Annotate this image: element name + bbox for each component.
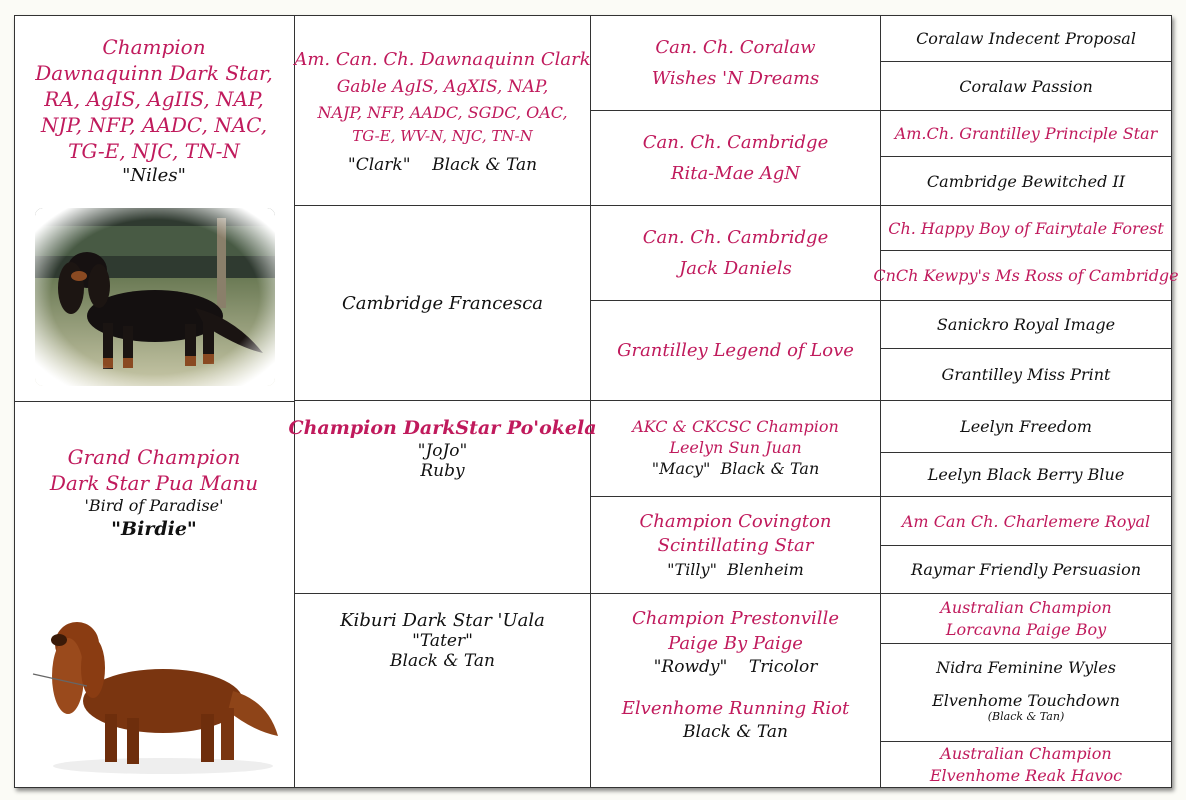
- pedigree-cell-kewpy: CnCh Kewpy's Ms Ross of Cambridge: [881, 251, 1171, 301]
- generation-2: [288, 16, 597, 787]
- ruby-cavalier-photo: [23, 596, 285, 776]
- pedigree-cell-passion: Coralaw Passion: [881, 62, 1171, 111]
- pedigree-cell-francesca: Cambridge Francesca: [295, 206, 590, 401]
- generation-1: [15, 16, 294, 787]
- pedigree-cell-pookela: Champion DarkStar Po'okela "JoJo" Ruby: [295, 401, 590, 594]
- riot-name: Elvenhome Running Riot: [621, 698, 850, 720]
- pedigree-cell-uala: Kiburi Dark Star 'Uala "Tater" Black & Tan: [340, 610, 545, 671]
- pedigree-cell-raymar: Raymar Friendly Persuasion: [881, 546, 1171, 594]
- pedigree-cell-coralaw: Can. Ch. Coralaw Wishes 'N Dreams: [591, 16, 880, 111]
- dam-call-name: "Birdie": [111, 517, 197, 540]
- pedigree-cell-happyboy: Ch. Happy Boy of Fairytale Forest: [881, 206, 1171, 251]
- pedigree-cell-legend: Grantilley Legend of Love: [591, 301, 880, 401]
- pedigree-cell-missprint: Grantilley Miss Print: [881, 349, 1171, 401]
- pedigree-cell-clark: Am. Can. Ch. Dawnaquinn Clark Gable AgIS, AgXIS, NAP, NAJP, NFP, AADC, SGDC, OAC, TG-E, WV-N, NJC, TN-N "Clark" Black & Tan: [295, 16, 590, 206]
- pedigree-cell-blackberry: Leelyn Black Berry Blue: [881, 453, 1171, 497]
- pedigree-cell-charlemere: Am Can Ch. Charlemere Royal: [881, 497, 1171, 546]
- generation-3: [591, 16, 880, 787]
- pedigree-cell-covington: Champion Covington Scintillating Star "Tilly" Blenheim: [591, 497, 880, 594]
- pedigree-cell-ritamae: Can. Ch. Cambridge Rita-Mae AgN: [591, 111, 880, 206]
- pedigree-cell-reak: Australian Champion Elvenhome Reak Havoc: [929, 743, 1123, 785]
- pedigree-cell-sanickro: Sanickro Royal Image: [881, 301, 1171, 349]
- pedigree-cell-prestonville: Champion Prestonville Paige By Paige "Rowdy" Tricolor Elvenhome Running Riot Black & Tan: [591, 594, 880, 787]
- dam-subtitle: 'Bird of Paradise': [84, 496, 224, 515]
- pedigree-cell-bewitched: Cambridge Bewitched II: [881, 157, 1171, 206]
- sire-name: Champion Dawnaquinn Dark Star, RA, AgIS, AgIIS, NAP, NJP, NFP, AADC, NAC, TG-E, NJC, TN-N "Niles": [15, 34, 293, 187]
- pedigree-cell-principle: Am.Ch. Grantilley Principle Star: [881, 111, 1171, 157]
- touchdown-name: Elvenhome Touchdown: [932, 691, 1120, 710]
- pedigree-cell-indecent: Coralaw Indecent Proposal: [881, 16, 1171, 62]
- pedigree-cell-nidra: Nidra Feminine Wyles Elvenhome Touchdown (Black & Tan): [881, 644, 1171, 742]
- dam-name: Grand Champion Dark Star Pua Manu 'Bird of Paradise' "Birdie": [15, 444, 293, 541]
- pedigree-cell-lorcavna: Australian Champion Lorcavna Paige Boy: [881, 594, 1171, 644]
- divider: [15, 401, 294, 402]
- pedigree-chart: [14, 15, 1179, 788]
- pedigree-cell-sunjuan: AKC & CKCSC Champion Leelyn Sun Juan "Macy" Black & Tan: [591, 401, 880, 497]
- pedigree-cell-jack: Can. Ch. Cambridge Jack Daniels: [591, 206, 880, 301]
- pedigree-cell-freedom: Leelyn Freedom: [881, 401, 1171, 453]
- generation-4: [873, 16, 1179, 787]
- touchdown-color: (Black & Tan): [987, 710, 1065, 723]
- sire-call-name: "Niles": [122, 165, 186, 186]
- black-and-tan-cavalier-photo: [35, 208, 275, 386]
- riot-color: Black & Tan: [683, 722, 788, 743]
